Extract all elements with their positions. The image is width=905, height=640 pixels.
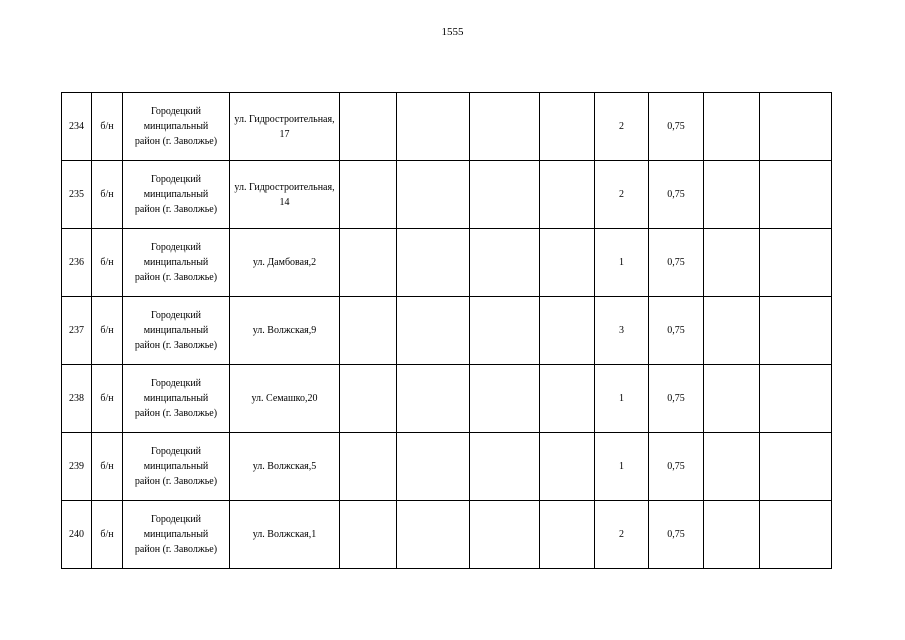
cell-empty	[470, 433, 540, 501]
cell-count: 1	[595, 229, 649, 297]
district-line: минципальный	[143, 257, 209, 268]
cell-empty	[704, 93, 760, 161]
cell-empty	[340, 297, 397, 365]
cell-district	[123, 93, 230, 161]
cell-value: 0,75	[649, 161, 704, 229]
cell-empty	[760, 365, 832, 433]
cell-address: ул. Гидростроительная, 14	[230, 161, 340, 229]
cell-count: 1	[595, 365, 649, 433]
cell-empty	[704, 501, 760, 569]
cell-empty	[397, 297, 470, 365]
cell-empty	[397, 229, 470, 297]
cell-empty	[760, 93, 832, 161]
cell-number: 235	[62, 161, 92, 229]
cell-number: 240	[62, 501, 92, 569]
table-body	[62, 93, 832, 569]
table-row	[62, 93, 832, 161]
cell-mark: б/н	[92, 161, 123, 229]
cell-empty	[540, 161, 595, 229]
cell-district	[123, 229, 230, 297]
cell-value: 0,75	[649, 297, 704, 365]
cell-empty	[760, 433, 832, 501]
cell-count: 2	[595, 161, 649, 229]
district-line: район (г. Заволжье)	[134, 204, 218, 215]
table-row	[62, 501, 832, 569]
cell-empty	[704, 365, 760, 433]
district-line: район (г. Заволжье)	[134, 408, 218, 419]
cell-empty	[340, 229, 397, 297]
cell-value: 0,75	[649, 501, 704, 569]
district-line: Городецкий	[150, 514, 202, 525]
cell-mark: б/н	[92, 93, 123, 161]
cell-number: 237	[62, 297, 92, 365]
cell-empty	[470, 229, 540, 297]
cell-empty	[540, 93, 595, 161]
cell-address: ул. Дамбовая,2	[230, 229, 340, 297]
cell-empty	[704, 433, 760, 501]
cell-empty	[470, 365, 540, 433]
cell-empty	[760, 297, 832, 365]
cell-empty	[470, 161, 540, 229]
cell-number: 238	[62, 365, 92, 433]
cell-value: 0,75	[649, 229, 704, 297]
district-line: минципальный	[143, 189, 209, 200]
district-line: минципальный	[143, 393, 209, 404]
cell-empty	[540, 297, 595, 365]
cell-value: 0,75	[649, 93, 704, 161]
cell-number: 236	[62, 229, 92, 297]
cell-empty	[397, 365, 470, 433]
cell-district	[123, 501, 230, 569]
cell-empty	[760, 229, 832, 297]
cell-district	[123, 161, 230, 229]
cell-empty	[704, 229, 760, 297]
cell-number: 239	[62, 433, 92, 501]
cell-address: ул. Волжская,5	[230, 433, 340, 501]
cell-district	[123, 433, 230, 501]
cell-empty	[470, 501, 540, 569]
cell-address: ул. Семашко,20	[230, 365, 340, 433]
cell-address: ул. Волжская,9	[230, 297, 340, 365]
district-line: район (г. Заволжье)	[134, 272, 218, 283]
cell-empty	[340, 501, 397, 569]
cell-empty	[760, 501, 832, 569]
page-number: 1555	[441, 26, 464, 38]
district-line: район (г. Заволжье)	[134, 544, 218, 555]
table-row	[62, 433, 832, 501]
cell-empty	[704, 161, 760, 229]
register-table	[61, 92, 832, 569]
cell-empty	[470, 93, 540, 161]
district-line: Городецкий	[150, 242, 202, 253]
cell-mark: б/н	[92, 297, 123, 365]
cell-number: 234	[62, 93, 92, 161]
cell-empty	[340, 93, 397, 161]
cell-empty	[340, 365, 397, 433]
district-line: минципальный	[143, 461, 209, 472]
district-line: минципальный	[143, 529, 209, 540]
cell-empty	[540, 433, 595, 501]
cell-district	[123, 297, 230, 365]
cell-empty	[340, 161, 397, 229]
table-row	[62, 229, 832, 297]
cell-value: 0,75	[649, 365, 704, 433]
cell-value: 0,75	[649, 433, 704, 501]
cell-empty	[397, 501, 470, 569]
cell-empty	[397, 433, 470, 501]
cell-empty	[540, 365, 595, 433]
cell-empty	[540, 501, 595, 569]
cell-address: ул. Волжская,1	[230, 501, 340, 569]
cell-count: 1	[595, 433, 649, 501]
district-line: район (г. Заволжье)	[134, 136, 218, 147]
district-line: район (г. Заволжье)	[134, 476, 218, 487]
district-line: район (г. Заволжье)	[134, 340, 218, 351]
cell-empty	[397, 161, 470, 229]
cell-count: 2	[595, 501, 649, 569]
cell-count: 3	[595, 297, 649, 365]
district-line: Городецкий	[150, 446, 202, 457]
cell-empty	[760, 161, 832, 229]
cell-mark: б/н	[92, 229, 123, 297]
district-line: минципальный	[143, 325, 209, 336]
table-row	[62, 297, 832, 365]
cell-count: 2	[595, 93, 649, 161]
cell-empty	[397, 93, 470, 161]
district-line: Городецкий	[150, 378, 202, 389]
cell-empty	[704, 297, 760, 365]
district-line: минципальный	[143, 121, 209, 132]
cell-mark: б/н	[92, 365, 123, 433]
cell-empty	[340, 433, 397, 501]
cell-address: ул. Гидростроительная, 17	[230, 93, 340, 161]
cell-empty	[540, 229, 595, 297]
cell-mark: б/н	[92, 433, 123, 501]
district-line: Городецкий	[150, 174, 202, 185]
district-line: Городецкий	[150, 310, 202, 321]
cell-empty	[470, 297, 540, 365]
district-line: Городецкий	[150, 106, 202, 117]
table-row	[62, 365, 832, 433]
cell-district	[123, 365, 230, 433]
table-row	[62, 161, 832, 229]
cell-mark: б/н	[92, 501, 123, 569]
